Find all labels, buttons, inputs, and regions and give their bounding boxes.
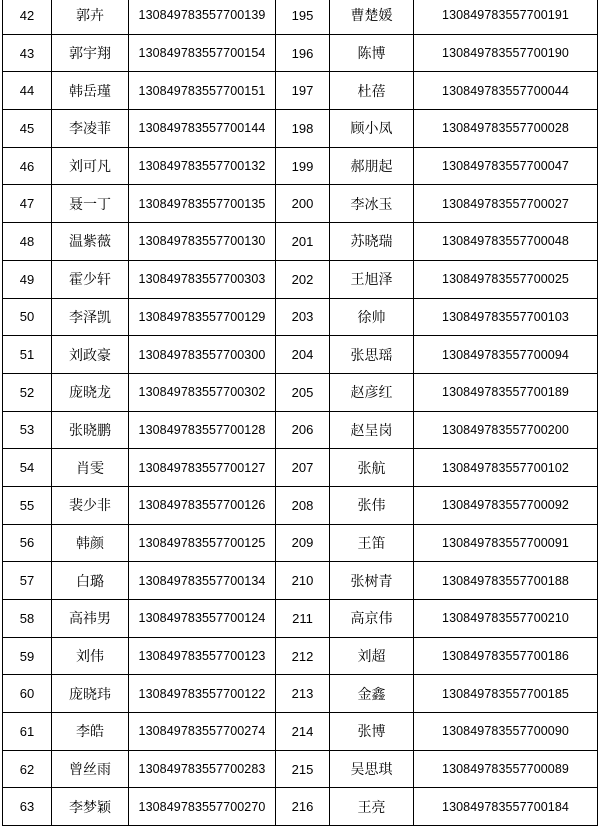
right-index-cell: 197 [276, 72, 330, 110]
roster-table-body [3, 0, 598, 826]
left-index-cell: 44 [3, 72, 52, 110]
right-name-cell: 赵彦红 [330, 373, 414, 411]
right-index-cell: 210 [276, 562, 330, 600]
right-name-cell: 曹楚媛 [330, 0, 414, 34]
left-name-cell: 张晓鹏 [52, 411, 129, 449]
left-index-cell: 52 [3, 373, 52, 411]
right-id-number-cell: 130849783557700027 [414, 185, 598, 223]
right-index-cell: 209 [276, 524, 330, 562]
table-row [3, 260, 598, 298]
left-id-number-cell: 130849783557700283 [129, 750, 276, 788]
right-index-cell: 207 [276, 449, 330, 487]
right-index-cell: 212 [276, 637, 330, 675]
left-name-cell: 李泽凯 [52, 298, 129, 336]
left-id-number-cell: 130849783557700127 [129, 449, 276, 487]
right-id-number-cell: 130849783557700184 [414, 788, 598, 826]
left-index-cell: 53 [3, 411, 52, 449]
table-row [3, 185, 598, 223]
left-id-number-cell: 130849783557700135 [129, 185, 276, 223]
right-name-cell: 李冰玉 [330, 185, 414, 223]
table-row [3, 486, 598, 524]
left-id-number-cell: 130849783557700129 [129, 298, 276, 336]
left-id-number-cell: 130849783557700122 [129, 675, 276, 713]
left-id-number-cell: 130849783557700303 [129, 260, 276, 298]
right-index-cell: 204 [276, 336, 330, 374]
table-row [3, 34, 598, 72]
table-row [3, 788, 598, 826]
right-id-number-cell: 130849783557700089 [414, 750, 598, 788]
right-index-cell: 195 [276, 0, 330, 34]
right-name-cell: 张伟 [330, 486, 414, 524]
right-index-cell: 203 [276, 298, 330, 336]
right-name-cell: 徐帅 [330, 298, 414, 336]
right-id-number-cell: 130849783557700190 [414, 34, 598, 72]
left-index-cell: 61 [3, 713, 52, 751]
left-name-cell: 聂一丁 [52, 185, 129, 223]
right-name-cell: 陈博 [330, 34, 414, 72]
right-name-cell: 吴思琪 [330, 750, 414, 788]
left-index-cell: 43 [3, 34, 52, 72]
left-index-cell: 58 [3, 600, 52, 638]
right-id-number-cell: 130849783557700210 [414, 600, 598, 638]
left-index-cell: 48 [3, 223, 52, 261]
left-index-cell: 57 [3, 562, 52, 600]
left-name-cell: 韩颜 [52, 524, 129, 562]
left-name-cell: 刘政豪 [52, 336, 129, 374]
right-index-cell: 208 [276, 486, 330, 524]
table-row [3, 298, 598, 336]
table-row [3, 713, 598, 751]
right-id-number-cell: 130849783557700048 [414, 223, 598, 261]
left-index-cell: 45 [3, 110, 52, 148]
left-id-number-cell: 130849783557700132 [129, 147, 276, 185]
table-row [3, 562, 598, 600]
right-name-cell: 杜蓓 [330, 72, 414, 110]
left-id-number-cell: 130849783557700300 [129, 336, 276, 374]
right-id-number-cell: 130849783557700188 [414, 562, 598, 600]
left-name-cell: 李梦颖 [52, 788, 129, 826]
left-index-cell: 59 [3, 637, 52, 675]
right-index-cell: 211 [276, 600, 330, 638]
right-name-cell: 王旭泽 [330, 260, 414, 298]
left-id-number-cell: 130849783557700128 [129, 411, 276, 449]
right-id-number-cell: 130849783557700200 [414, 411, 598, 449]
table-row [3, 0, 598, 34]
left-name-cell: 温紫薇 [52, 223, 129, 261]
right-id-number-cell: 130849783557700028 [414, 110, 598, 148]
table-row [3, 524, 598, 562]
right-name-cell: 张航 [330, 449, 414, 487]
left-name-cell: 白璐 [52, 562, 129, 600]
left-id-number-cell: 130849783557700144 [129, 110, 276, 148]
right-name-cell: 王笛 [330, 524, 414, 562]
left-id-number-cell: 130849783557700126 [129, 486, 276, 524]
right-index-cell: 205 [276, 373, 330, 411]
right-id-number-cell: 130849783557700044 [414, 72, 598, 110]
left-id-number-cell: 130849783557700134 [129, 562, 276, 600]
right-name-cell: 张树青 [330, 562, 414, 600]
right-name-cell: 赵呈岗 [330, 411, 414, 449]
table-row [3, 223, 598, 261]
left-index-cell: 56 [3, 524, 52, 562]
right-index-cell: 202 [276, 260, 330, 298]
left-id-number-cell: 130849783557700139 [129, 0, 276, 34]
left-name-cell: 霍少轩 [52, 260, 129, 298]
right-id-number-cell: 130849783557700092 [414, 486, 598, 524]
right-name-cell: 金鑫 [330, 675, 414, 713]
right-index-cell: 206 [276, 411, 330, 449]
left-name-cell: 郭卉 [52, 0, 129, 34]
left-name-cell: 庞晓玮 [52, 675, 129, 713]
right-index-cell: 198 [276, 110, 330, 148]
right-id-number-cell: 130849783557700185 [414, 675, 598, 713]
left-name-cell: 庞晓龙 [52, 373, 129, 411]
roster-table [2, 0, 598, 826]
left-id-number-cell: 130849783557700274 [129, 713, 276, 751]
left-name-cell: 李皓 [52, 713, 129, 751]
right-name-cell: 郝朋起 [330, 147, 414, 185]
left-name-cell: 肖雯 [52, 449, 129, 487]
right-id-number-cell: 130849783557700047 [414, 147, 598, 185]
right-id-number-cell: 130849783557700191 [414, 0, 598, 34]
left-index-cell: 54 [3, 449, 52, 487]
left-index-cell: 46 [3, 147, 52, 185]
left-index-cell: 51 [3, 336, 52, 374]
right-name-cell: 王亮 [330, 788, 414, 826]
left-id-number-cell: 130849783557700270 [129, 788, 276, 826]
table-row [3, 449, 598, 487]
table-row [3, 675, 598, 713]
right-id-number-cell: 130849783557700090 [414, 713, 598, 751]
left-id-number-cell: 130849783557700154 [129, 34, 276, 72]
table-row [3, 600, 598, 638]
right-index-cell: 196 [276, 34, 330, 72]
left-name-cell: 裴少非 [52, 486, 129, 524]
right-id-number-cell: 130849783557700025 [414, 260, 598, 298]
table-row [3, 637, 598, 675]
table-row [3, 373, 598, 411]
left-name-cell: 曾丝雨 [52, 750, 129, 788]
left-id-number-cell: 130849783557700130 [129, 223, 276, 261]
right-name-cell: 张博 [330, 713, 414, 751]
left-id-number-cell: 130849783557700125 [129, 524, 276, 562]
right-index-cell: 214 [276, 713, 330, 751]
right-index-cell: 199 [276, 147, 330, 185]
right-index-cell: 215 [276, 750, 330, 788]
left-name-cell: 郭宇翔 [52, 34, 129, 72]
right-index-cell: 213 [276, 675, 330, 713]
left-index-cell: 50 [3, 298, 52, 336]
right-name-cell: 刘超 [330, 637, 414, 675]
right-id-number-cell: 130849783557700103 [414, 298, 598, 336]
left-name-cell: 李凌菲 [52, 110, 129, 148]
left-index-cell: 60 [3, 675, 52, 713]
right-name-cell: 顾小凤 [330, 110, 414, 148]
table-row [3, 147, 598, 185]
right-id-number-cell: 130849783557700102 [414, 449, 598, 487]
left-name-cell: 韩岳瑾 [52, 72, 129, 110]
table-row [3, 336, 598, 374]
right-name-cell: 高京伟 [330, 600, 414, 638]
table-row [3, 750, 598, 788]
left-name-cell: 高祎男 [52, 600, 129, 638]
left-id-number-cell: 130849783557700124 [129, 600, 276, 638]
right-index-cell: 201 [276, 223, 330, 261]
right-id-number-cell: 130849783557700091 [414, 524, 598, 562]
left-name-cell: 刘伟 [52, 637, 129, 675]
right-id-number-cell: 130849783557700186 [414, 637, 598, 675]
left-name-cell: 刘可凡 [52, 147, 129, 185]
table-row [3, 411, 598, 449]
right-id-number-cell: 130849783557700094 [414, 336, 598, 374]
table-row [3, 110, 598, 148]
left-id-number-cell: 130849783557700151 [129, 72, 276, 110]
right-index-cell: 216 [276, 788, 330, 826]
right-index-cell: 200 [276, 185, 330, 223]
left-id-number-cell: 130849783557700123 [129, 637, 276, 675]
left-index-cell: 63 [3, 788, 52, 826]
left-index-cell: 62 [3, 750, 52, 788]
roster-sheet [2, 0, 597, 826]
left-index-cell: 47 [3, 185, 52, 223]
right-id-number-cell: 130849783557700189 [414, 373, 598, 411]
left-index-cell: 42 [3, 0, 52, 34]
left-id-number-cell: 130849783557700302 [129, 373, 276, 411]
left-index-cell: 49 [3, 260, 52, 298]
table-row [3, 72, 598, 110]
right-name-cell: 张思瑶 [330, 336, 414, 374]
right-name-cell: 苏晓瑞 [330, 223, 414, 261]
left-index-cell: 55 [3, 486, 52, 524]
